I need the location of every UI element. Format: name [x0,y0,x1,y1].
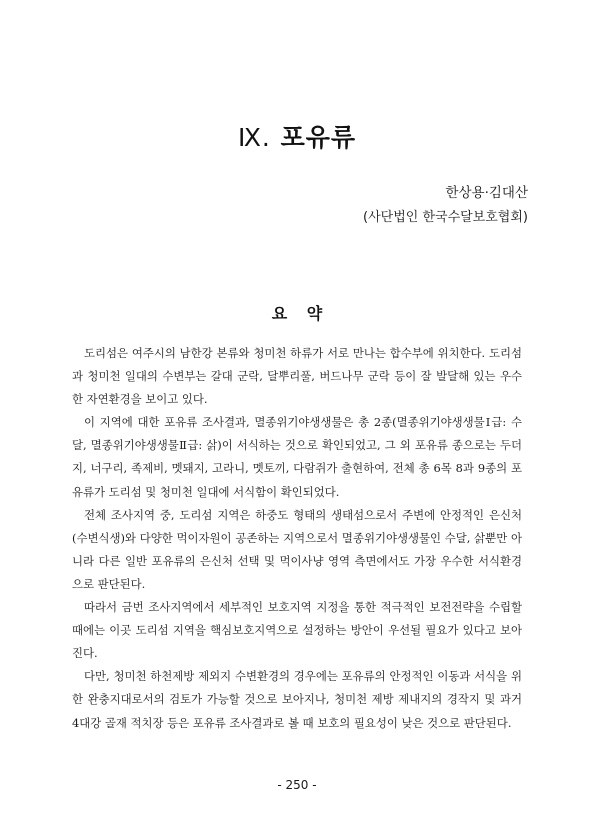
chapter-title-text: 포유류 [280,123,357,152]
chapter-numeral: Ⅸ. [237,123,271,152]
paragraph: 따라서 금번 조사지역에서 세부적인 보호지역 지정을 통한 적극적인 보전전략을 수립할 때에는 이곳 도리섬 지역을 핵심보호지역으로 설정하는 방안이 우선될 필요가 있다고 보아진다. [72,600,522,661]
authors: 한상용·김대산 [445,185,528,201]
summary-heading: 요 약 [271,304,323,323]
paragraph: 이 지역에 대한 포유류 조사결과, 멸종위기야생생물은 총 2종(멸종위기야생생물Ⅰ급: 수달, 멸종위기야생생물Ⅱ급: 삵)이 서식하는 것으로 확인되었고, 그 외 포유류 종으로는 두더지, 너구리, 족제비, 멧돼지, 고라니, 멧토끼, 다람쥐가 출현하여, 전체 총 6목 8과 9종의 포유류가 도리섬 및 청미천 일대에 서식함이 확인되었다. [72,415,522,499]
paragraph: 다만, 청미천 하천제방 제외지 수변환경의 경우에는 포유류의 안정적인 이동과 서식을 위한 완충지대로서의 검토가 가능할 것으로 보아지나, 청미천 제방 제내지의 경작지 및 과거 4대강 골재 적치장 등은 포유류 조사결과로 볼 때 보호의 필요성이 낮은 것으로 판단된다. [72,669,522,730]
summary-body [72,342,522,735]
chapter-title [0,118,594,154]
page-number: - 250 - [277,778,317,792]
paragraph: 전체 조사지역 중, 도리섬 지역은 하중도 형태의 생태섬으로서 주변에 안정적인 은신처(수변식생)와 다양한 먹이자원이 공존하는 지역으로서 멸종위기야생생물인 수달, 삵뿐만 아니라 다른 일반 포유류의 은신처 선택 및 먹이사냥 영역 측면에서도 가장 우수한 서식환경으로 판단된다. [72,507,522,591]
affiliation: (사단법인 한국수달보호협회) [363,210,528,225]
paragraph: 도리섬은 여주시의 남한강 본류와 청미천 하류가 서로 만나는 합수부에 위치한다. 도리섬과 청미천 일대의 수변부는 갈대 군락, 달뿌리풀, 버드나무 군락 등이 잘 발달해 있는 우수한 자연환경을 보이고 있다. [72,346,522,407]
